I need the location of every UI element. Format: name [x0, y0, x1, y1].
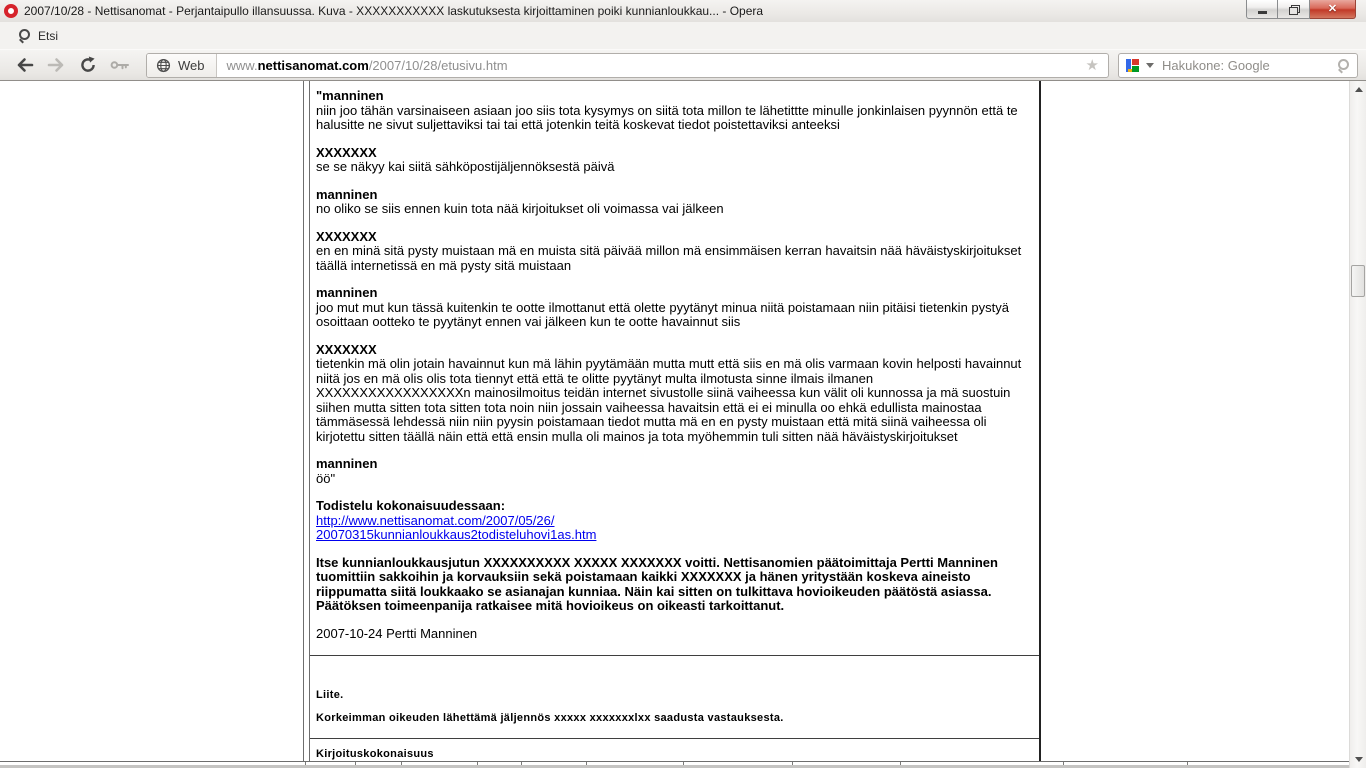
transcript-block: [316, 343, 1031, 445]
address-bar[interactable]: [146, 53, 1109, 78]
todistelu-link-1[interactable]: http://www.nettisanomat.com/2007/05/26/: [316, 512, 555, 528]
scroll-up-button[interactable]: [1350, 81, 1366, 98]
restore-icon: [1289, 5, 1298, 13]
transcript-block: [316, 286, 1031, 330]
todistelu-block: [316, 499, 1031, 543]
google-logo-icon: [1126, 59, 1139, 72]
back-button[interactable]: [14, 56, 34, 74]
find-bar[interactable]: [0, 22, 1366, 49]
search-icon: [18, 29, 31, 42]
kirjoitus-section: [310, 739, 1039, 760]
speaker-name: manninen: [316, 285, 378, 300]
scroll-down-button[interactable]: [1350, 751, 1366, 768]
speaker-name: XXXXXXX: [316, 341, 377, 357]
window-title: 2007/10/28 - Nettisanomat - Perjantaipullo illansuussa. Kuva - XXXXXXXXXXX laskutuksesta kirjoittaminen poiki kunnianloukkau... - Opera: [24, 4, 764, 18]
title-bar: [0, 0, 1366, 22]
web-button[interactable]: [147, 54, 217, 77]
restore-button[interactable]: [1278, 0, 1310, 19]
speaker-name: manninen: [316, 186, 378, 202]
forward-button[interactable]: [46, 56, 66, 74]
back-arrow-icon: [15, 57, 34, 73]
verdict-paragraph: Itse kunnianloukkausjutun XXXXXXXXXX XXXXX XXXXXXX voitti. Nettisanomien päätoimittaja Pertti Manninen tuomittiin sakkoihin ja korvauksiin sekä poistamaan kaikki XXXXXXX ja hänen yritystään koskeva aineisto riippumatta siitä loukkaako se asianajan kunniaa. Näin kai sitten on tulkittava hovioikeuden päätöstä asiassa. Päätöksen toimeenpanija ratkaisee mitä hovioikeus on oikeasti tarkoittanut.: [316, 554, 998, 613]
reload-button[interactable]: [78, 56, 98, 74]
minimize-icon: [1258, 11, 1267, 14]
url-www: www.: [226, 57, 258, 73]
transcript-block: [316, 89, 1031, 133]
speaker-name: "manninen: [316, 88, 384, 103]
forward-arrow-icon: [47, 57, 66, 73]
speaker-text: niin joo tähän varsinaiseen asiaan joo siis tota kysymys on siitä tota millon te lähetittte minulle jonkinlaisen pyynnön että te halusitte ne sivut suljettaviksi tai tai että jotenkin teitä koskevat tiedot poistettaviksi anteeksi: [316, 102, 1018, 132]
signature-line: 2007-10-24 Pertti Manninen: [316, 625, 478, 641]
todistelu-heading: Todistelu kokonaisuudessaan:: [316, 498, 506, 513]
wand-key-button[interactable]: [110, 56, 130, 74]
chevron-down-icon[interactable]: [1146, 63, 1154, 68]
page-content: [0, 81, 1366, 768]
todistelu-link-2[interactable]: 20070315kunnianloukkaus2todisteluhovi1as.htm: [316, 527, 597, 542]
transcript-block: [316, 188, 1031, 217]
search-go-icon[interactable]: [1337, 59, 1350, 72]
url-domain: nettisanomat.com: [257, 57, 369, 73]
vertical-scrollbar[interactable]: [1349, 81, 1366, 768]
find-bar-label: Etsi: [38, 28, 59, 43]
globe-icon: [156, 58, 171, 73]
search-box[interactable]: [1118, 53, 1358, 78]
speaker-text: öö": [316, 470, 336, 486]
reload-icon: [79, 56, 97, 74]
close-icon: ✕: [1327, 2, 1338, 15]
key-icon: [110, 58, 130, 72]
arrow-up-icon: [1355, 87, 1363, 92]
transcript-block: [316, 457, 1031, 486]
transcript-section: [310, 81, 1039, 656]
kirjoitus-label: Kirjoituskokonaisuus: [316, 748, 434, 760]
navigation-toolbar: [0, 49, 1366, 81]
transcript-block: [316, 146, 1031, 175]
partial-next-row: [0, 761, 1349, 768]
close-button[interactable]: [1310, 0, 1356, 19]
speaker-text: joo mut mut kun tässä kuitenkin te ootte ilmottanut että olette pyytänyt minua niitä poistamaan niin pitäisi tietenkin pystyä osoittaan ootteko te pyytänyt ennen vai jälkeen kun te ootte havainnut siis: [316, 299, 1009, 329]
web-button-label: Web: [178, 57, 205, 73]
speaker-name: XXXXXXX: [316, 144, 377, 160]
url-field[interactable]: [217, 58, 1077, 73]
transcript-block: [316, 230, 1031, 274]
speaker-text: no oliko se siis ennen kuin tota nää kirjoitukset oli voimassa vai jälkeen: [316, 201, 724, 216]
bookmark-star-icon[interactable]: ★: [1085, 56, 1099, 74]
window-controls: [1246, 0, 1356, 19]
liite-label: Liite.: [316, 689, 344, 701]
attachment-note: Korkeimman oikeuden lähettämä jäljennös xxxxx xxxxxxxlxx saadusta vastauksesta.: [316, 712, 784, 724]
speaker-name: manninen: [316, 456, 378, 471]
speaker-name: XXXXXXX: [316, 228, 377, 244]
article-column: [303, 81, 1041, 768]
speaker-text: en en minä sitä pysty muistaan mä en muista sitä päivää millon mä ensimmäisen kerran havaitsin nää häväistyskirjoitukset täällä internetissä en mä pysty sitä muistaan: [316, 243, 1022, 273]
speaker-text: se se näkyy kai siitä sähköpostijäljennöksestä päivä: [316, 159, 615, 174]
arrow-down-icon: [1355, 757, 1363, 762]
speaker-text: tietenkin mä olin jotain havainnut kun mä lähin pyytämään mutta mutt että siis en mä olis varmaan kovin helposti havainnut niitä jos en mä olis olis tota tiennyt että että te olitte pyytänyt multa ilmotusta sinne ilmais ilmanen XXXXXXXXXXXXXXXXXn mainosilmoitus teidän internet sivustolle siinä vaiheessa kun välit oli kunnossa ja mä suostuin siihen mutta sitten tota sitten tota noin niin jossain vaiheessa havaitsin että ei ei minulla oo ehkä edullista mainostaa tämmäsessä lehdessä niin niin pyysin poistamaan tiedot mutta mä en en pysty muistaan että mitä siinä vaiheessa oli kirjotettu sitten täällä näin että että ensin mulla oli mainos ja tota myöhemmin tuli sitten nää häväistyskirjoitukset: [316, 356, 1022, 444]
url-path: /2007/10/28/etusivu.htm: [368, 57, 508, 73]
attachment-section: [310, 656, 1039, 739]
opera-icon[interactable]: [4, 4, 18, 18]
minimize-button[interactable]: [1246, 0, 1278, 19]
search-engine-label: Hakukone: Google: [1162, 57, 1270, 73]
scrollbar-thumb[interactable]: [1351, 265, 1365, 297]
